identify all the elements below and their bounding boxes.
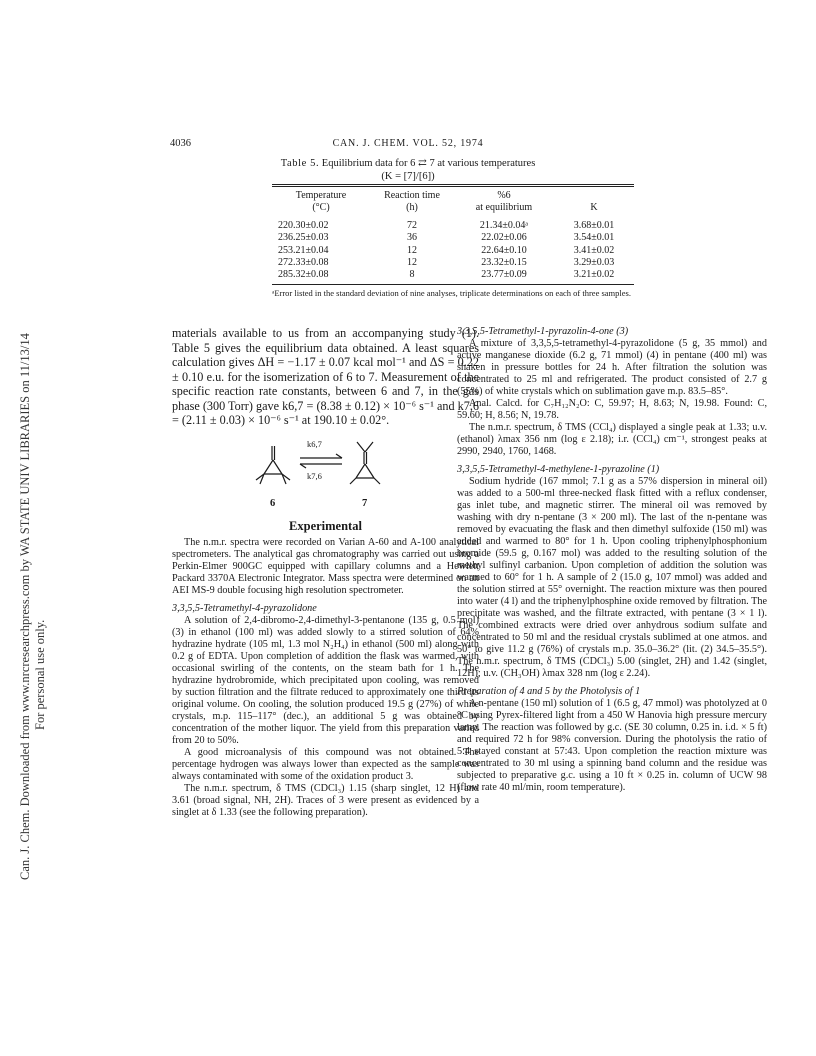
table-cell: 236.25±0.03: [278, 232, 329, 244]
table-header-percent-6: %6 at equilibrium: [475, 190, 533, 213]
subsection-title: 3,3,5,5-Tetramethyl-1-pyrazolin-4-one (3): [457, 326, 629, 337]
table-cell: 72: [407, 220, 417, 231]
equilibrium-table: [272, 184, 634, 298]
paragraph: Sodium hydride (167 mmol; 7.1 g as a 57% dispersion in mineral oil) was added to a 500-ml three-necked flask fitted with a reflux condenser, gas inlet tube, and magnetic stirrer. The mineral oil was removed by washing with dry n-pentane (3 × 200 ml). The last of the n-pentane was removed by evacuating the flask and then dimethyl sulfoxide (150 ml) was added and warmed to 80° for 1 h. Upon cooling triphenylphosphonium bromide (59.5 g, 0.167 mol) was added to the resulting solution of the methyl sulfinyl carbanion. Upon completion of addition the solution was warmed to 60° for 1 h. A sample of 2 (15.0 g, 107 mmol) was added and the solution stirred at 55° overnight. The reaction mixture was then poured into water (4 l) and the triphenylphosphine oxide removed by filtration. The precipitate was washed, and the filtrate extracted, with pentane (3 × 1 l). The combined extracts were dried over anhydrous sodium sulfate and concentrated to 50 ml and the residual crystals sublimed at one atmos. and 50° to give 11.2 g (76%) of crystals m.p. 35.0–36.2° (lit. (2) 34.5–35.5°). The n.m.r. spectrum, δ TMS (CDCl₃) 5.00 (singlet, 2H) and 1.42 (singlet, 12H); u.v. (CH₃OH) λmax 328 nm (log ε 2.24).: [457, 476, 767, 679]
rate-constant-reverse: k7,6: [307, 470, 322, 481]
table-row: [272, 232, 634, 244]
paragraph: The n.m.r. spectra were recorded on Varian A-60 and A-100 analytical spectrometers. The analytical gas chromatography was carried out using a Perkin-Elmer 900GC equipped with capillary columns and a Hewlett Packard 3370A Electronic Integrator. Mass spectra were determined on an AEI MS-9 double focusing high resolution spectrometer.: [172, 536, 479, 596]
table-row: [272, 216, 634, 232]
table-cell: 3.41±0.02: [573, 244, 615, 256]
table-cell: 22.02±0.06: [481, 232, 527, 244]
table-row: [272, 257, 634, 269]
table-header-reaction-time: Reaction time (h): [384, 190, 440, 213]
table-caption-sub: (K = [7]/[6]): [381, 171, 435, 182]
rate-constant-forward: k6,7: [307, 438, 322, 449]
table-row: [272, 269, 634, 284]
table-cell: 272.33±0.08: [278, 256, 329, 268]
table-cell: 21.34±0.04ᵃ: [479, 220, 529, 231]
running-header: CAN. J. CHEM. VOL. 52, 1974: [332, 138, 484, 149]
results-paragraph: materials available to us from an accompanying study (1). Table 5 gives the equilibrium data obtained. A least squares calculation gives ΔH = −1.17 ± 0.07 kcal mol⁻¹ and ΔS = 0.22 ± 0.10 e.u. for the isomerization of 6 to 7. Measurement of the specific reaction rate constants, between 6 and 7, in the gas phase (300 Torr) gave k6,7 = (8.38 ± 0.12) × 10⁻⁶ s⁻¹ and k7,6 = (2.11 ± 0.03) × 10⁻⁶ s⁻¹ at 190.10 ± 0.02°.: [172, 326, 479, 427]
compound-label-6: 6: [270, 497, 276, 509]
compound-label-7: 7: [362, 497, 368, 509]
subsection-title: 3,3,5,5-Tetramethyl-4-pyrazolidone: [172, 602, 317, 614]
table-cell: 36: [407, 232, 417, 244]
table-cell: 220.30±0.02: [278, 220, 329, 231]
paragraph: A mixture of 3,3,5,5-tetramethyl-4-pyrazolidone (5 g, 35 mmol) and active manganese dioxide (6.2 g, 71 mmol) (4) in pentane (400 ml) was shaken in pressure bottles for 24 h. After filtration the solution was concentrated to 25 ml and refrigerated. The product consisted of 2.7 g (55%) of white crystals which on sublimation gave m.p. 83.5–85°.: [457, 338, 767, 397]
subsection-title: 3,3,5,5-Tetramethyl-4-methylene-1-pyrazoline (1): [457, 464, 660, 475]
table-cell: 23.32±0.15: [481, 256, 527, 268]
table-cell: 3.68±0.01: [573, 220, 615, 231]
paragraph: The n.m.r. spectrum, δ TMS (CDCl₃) 1.15 (sharp singlet, 12 H) and 3.61 (broad signal, NH, 2H). Traces of 3 were present as evidenced by a singlet at δ 1.33 (see the following preparation).: [172, 782, 479, 818]
paragraph: A solution of 2,4-dibromo-2,4-dimethyl-3-pentanone (135 g, 0.5 mol) (3) in ethanol (100 ml) was added slowly to a stirred solution of 64% hydrazine hydrate (105 ml, 1.3 mol N₂H₄) in ethanol (500 ml) along with 0.2 g of EDTA. Upon completion of addition the flask was warmed, with occasional swirling of the contents, on the steam bath for 1 h. The hydrazine hydrobromide, which precipitated upon cooling, was removed by suction filtration and the filtrate reduced to approximately one third its original volume. On cooling, the solution produced 19.5 g (27%) of white crystals, m.p. 115–117° (dec.), an additional 5 g was obtained by concentration of the mother liquor. The yield from this preparation varied from 20 to 50%.: [172, 614, 479, 746]
table-cell: 253.21±0.04: [278, 244, 329, 256]
table-header-k: K: [590, 202, 598, 213]
table-cell: 22.64±0.10: [481, 244, 527, 256]
watermark-line-1: Can. J. Chem. Downloaded from www.nrcresearchpress.com by WA STATE UNIV LIBRARIES on 11/13/14: [18, 333, 32, 880]
table-cell: 3.29±0.03: [573, 256, 615, 268]
table-cell: 23.77±0.09: [481, 269, 527, 281]
paragraph: The n.m.r. spectrum, δ TMS (CCl₄) displayed a single peak at 1.33; u.v. (ethanol) λmax 356 nm (log ε 2.18); i.r. (CCl₄) cm⁻¹, strongest peaks at 2990, 2940, 1760, 1468.: [457, 422, 767, 457]
table-caption-text: Equilibrium data for 6 ⇄ 7 at various temperatures: [321, 158, 536, 169]
table-cell: 12: [407, 256, 417, 268]
table-caption-label: Table 5.: [280, 158, 320, 169]
left-column: [172, 326, 479, 819]
page-number: 4036: [170, 138, 191, 149]
table-cell: 285.32±0.08: [278, 269, 329, 281]
table-row: [272, 245, 634, 257]
paragraph: A good microanalysis of this compound was not obtained. The percentage hydrogen was always lower than expected as the sample was always contaminated with some of the oxidation product 3.: [172, 746, 479, 782]
paragraph: A n-pentane (150 ml) solution of 1 (6.5 g, 47 mmol) was photolyzed at 0 °C using Pyrex-filtered light from a 450 W Hanovia high pressure mercury lamp. The reaction was followed by g.c. (SE 30 column, 0.25 in. i.d. × 5 ft) and required 72 h for 98% conversion. During the photolysis the ratio of 5:4 stayed constant at 57:43. Upon completion the reaction mixture was concentrated to 30 ml using a spinning band column and the residue was subjected to preparative g.c. using a 10 ft × 0.25 in. column of UCW 98 (flow rate 40 ml/min, room temperature).: [457, 698, 767, 793]
section-title-experimental: Experimental: [289, 518, 362, 533]
right-column: [457, 326, 767, 794]
isomerization-structures: [252, 436, 402, 496]
paragraph: Anal. Calcd. for C₇H₁₂N₂O: C, 59.97; H, 8.63; N, 19.98. Found: C, 59.60; H, 8.56; N, 19.78.: [457, 398, 767, 421]
table-cell: 12: [407, 244, 417, 256]
table-header-temperature: Temperature (°C): [295, 190, 347, 213]
table-cell: 8: [409, 269, 415, 281]
subsection-title: Preparation of 4 and 5 by the Photolysis of 1: [457, 686, 641, 697]
table-cell: 3.21±0.02: [573, 269, 615, 281]
isomerization-scheme: [172, 436, 479, 512]
watermark-line-2: For personal use only.: [33, 619, 47, 730]
table-footnote: ᵃError listed in the standard deviation of nine analyses, triplicate determinations on each of three samples.: [272, 288, 631, 299]
table-caption: [0, 157, 816, 183]
table-cell: 3.54±0.01: [573, 232, 615, 244]
